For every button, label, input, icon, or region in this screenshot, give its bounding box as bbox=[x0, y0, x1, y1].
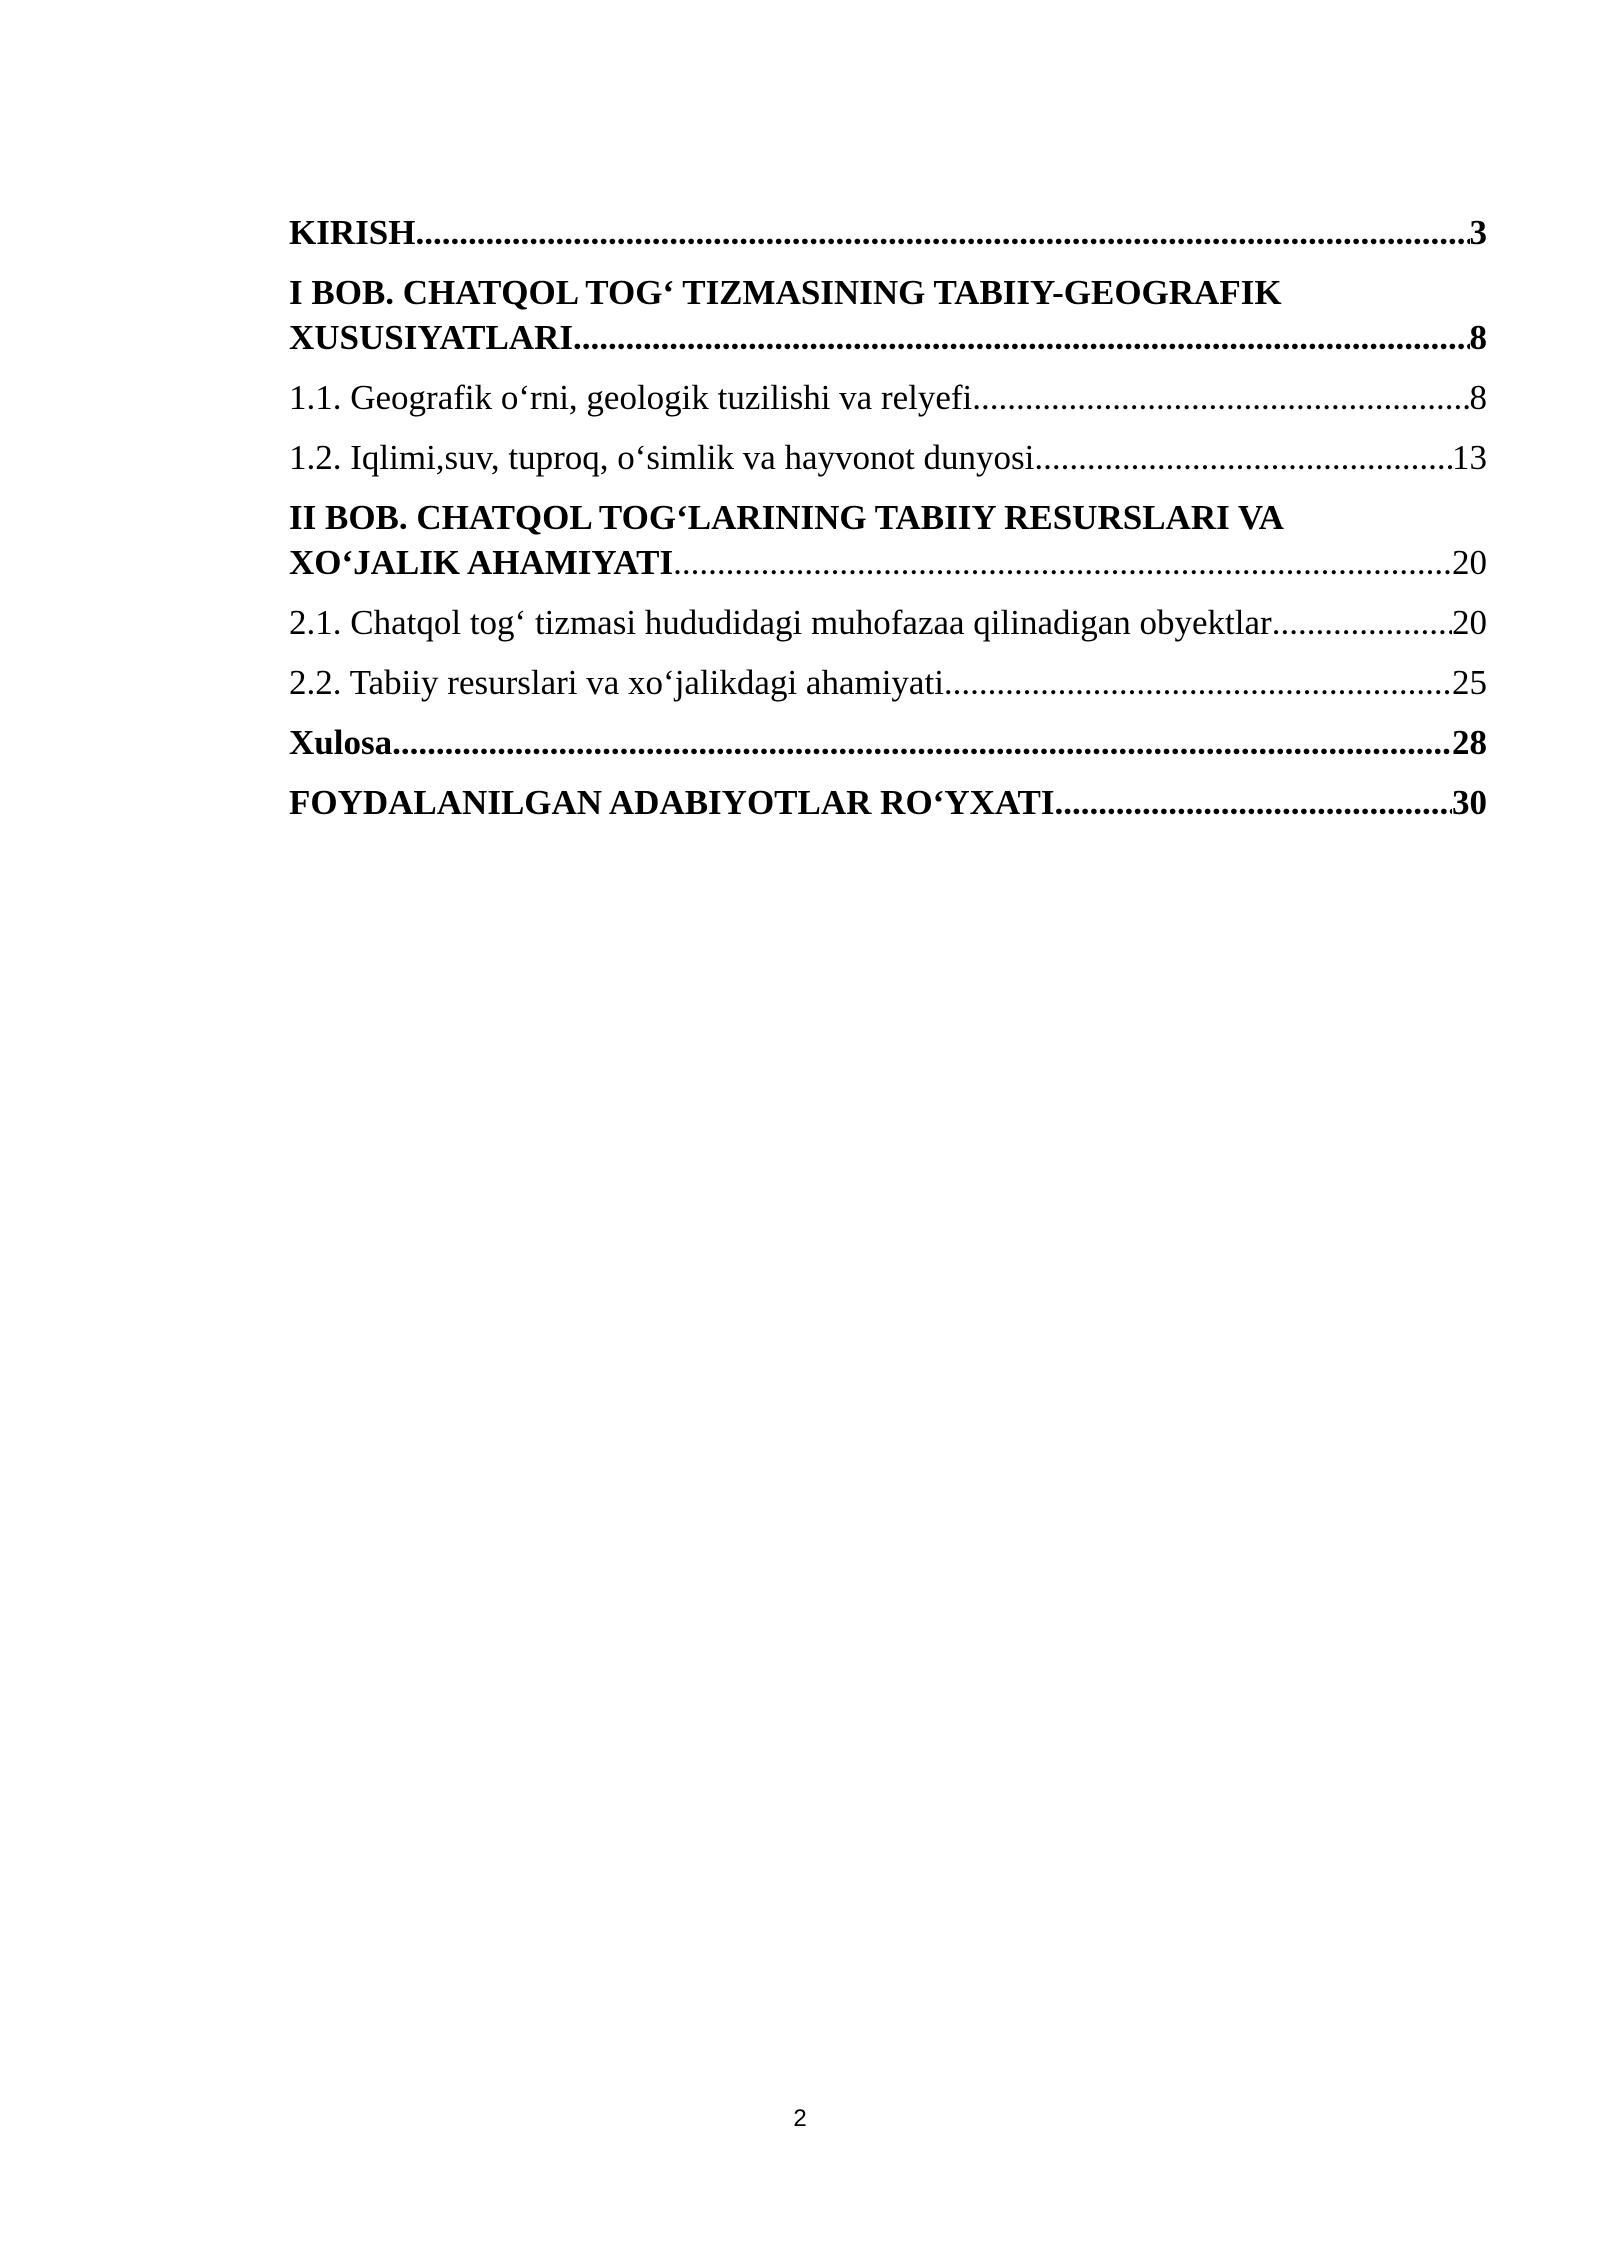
dot-leader bbox=[1272, 600, 1452, 645]
toc-entry-chapter-1[interactable] bbox=[289, 270, 1487, 360]
toc-entry-page: 8 bbox=[1469, 378, 1487, 417]
toc-entry-title-line-1: II BOB. CHATQOL TOG‘LARINING TABIIY RESURSLARI VA bbox=[289, 498, 1284, 537]
toc-entry-kirish[interactable] bbox=[289, 210, 1487, 255]
dot-leader bbox=[944, 660, 1452, 705]
toc-entry-section-1-2[interactable] bbox=[289, 435, 1487, 480]
toc-entry-page: 28 bbox=[1452, 723, 1487, 762]
toc-entry-title: 1.2. Iqlimi,suv, tuproq, o‘simlik va hayvonot dunyosi bbox=[289, 438, 1035, 477]
dot-leader bbox=[573, 315, 1470, 360]
toc-entry-page: 30 bbox=[1452, 783, 1487, 822]
toc-entry-title-line-2: XUSUSIYATLARI bbox=[289, 318, 573, 357]
toc-entry-title: 1.1. Geografik o‘rni, geologik tuzilishi va relyefi bbox=[289, 378, 973, 417]
toc-entry-page: 3 bbox=[1469, 213, 1487, 252]
dot-leader bbox=[415, 210, 1469, 255]
dot-leader bbox=[1034, 435, 1452, 480]
toc-entry-title: 2.1. Chatqol tog‘ tizmasi hududidagi muhofazaa qilinadigan obyektlar bbox=[289, 603, 1272, 642]
toc-entry-page: 8 bbox=[1469, 318, 1487, 357]
toc-entry-page: 20 bbox=[1452, 603, 1487, 642]
dot-leader bbox=[392, 720, 1452, 765]
toc-entry-page: 25 bbox=[1452, 663, 1487, 702]
dot-leader bbox=[972, 375, 1469, 420]
page-number: 2 bbox=[793, 2105, 807, 2132]
table-of-contents bbox=[289, 210, 1487, 840]
toc-entry-page: 20 bbox=[1452, 543, 1487, 582]
toc-entry-title: FOYDALANILGAN ADABIYOTLAR RO‘YXATI bbox=[289, 783, 1055, 822]
toc-entry-title: KIRISH bbox=[289, 213, 416, 252]
toc-entry-section-2-2[interactable] bbox=[289, 660, 1487, 705]
toc-entry-title: 2.2. Tabiiy resurslari va xo‘jalikdagi ahamiyati bbox=[289, 663, 944, 702]
toc-entry-section-1-1[interactable] bbox=[289, 375, 1487, 420]
dot-leader bbox=[1055, 780, 1452, 825]
toc-entry-xulosa[interactable] bbox=[289, 720, 1487, 765]
toc-entry-chapter-2[interactable] bbox=[289, 495, 1487, 585]
toc-entry-section-2-1[interactable] bbox=[289, 600, 1487, 645]
toc-entry-bibliography[interactable] bbox=[289, 780, 1487, 825]
toc-entry-title-line-1: I BOB. CHATQOL TOG‘ TIZMASINING TABIIY-GEOGRAFIK bbox=[289, 273, 1282, 312]
toc-entry-title-line-2: XO‘JALIK AHAMIYATI bbox=[289, 543, 674, 582]
toc-entry-title: Xulosa bbox=[289, 723, 393, 762]
dot-leader bbox=[673, 540, 1452, 585]
toc-entry-page: 13 bbox=[1452, 438, 1487, 477]
